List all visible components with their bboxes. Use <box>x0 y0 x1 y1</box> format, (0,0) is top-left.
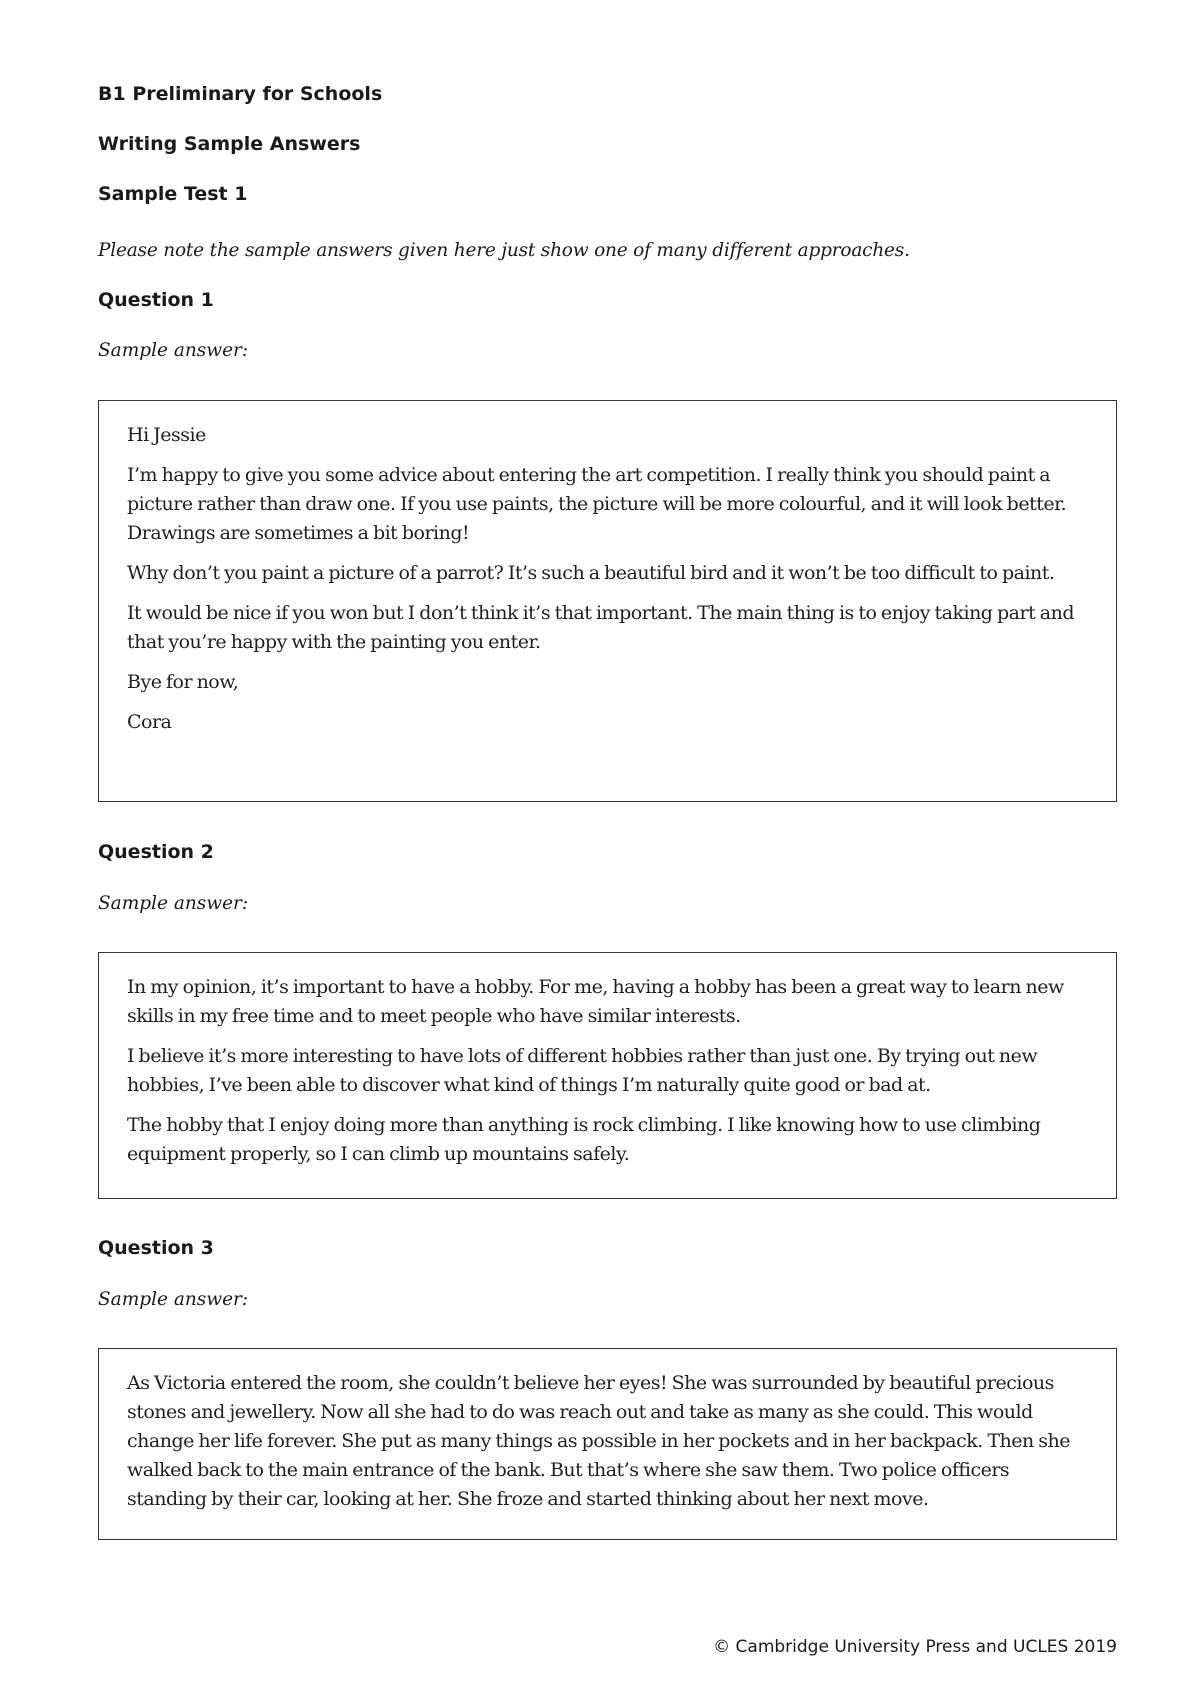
question-3-sample-label: Sample answer: <box>98 1289 249 1310</box>
document-title: B1 Preliminary for Schools <box>98 83 383 105</box>
question-1-heading: Question 1 <box>98 289 214 311</box>
answer-paragraph: Cora <box>127 711 172 733</box>
approach-note: Please note the sample answers given here just show one of many different approaches. <box>98 240 910 261</box>
question-3-heading: Question 3 <box>98 1237 214 1259</box>
question-1-answer-box <box>98 400 1117 802</box>
question-2-sample-label: Sample answer: <box>98 893 249 914</box>
answer-paragraph: I believe it’s more interesting to have lots of different hobbies rather than just one. By trying out new hobbies, I’ve been able to discover what kind of things I’m naturally quite good or bad at. <box>127 1045 1038 1096</box>
document-subtitle: Writing Sample Answers <box>98 133 361 155</box>
answer-paragraph: The hobby that I enjoy doing more than anything is rock climbing. I like knowing how to use climbing equipment properly, so I can climb up mountains safely. <box>127 1114 1041 1165</box>
question-2-heading: Question 2 <box>98 841 214 863</box>
answer-paragraph: I’m happy to give you some advice about entering the art competition. I really think you should paint a picture rather than draw one. If you use paints, the picture will be more colourful, and it will look better. Drawings are sometimes a bit boring! <box>127 464 1067 544</box>
answer-paragraph: As Victoria entered the room, she couldn’t believe her eyes! She was surrounded by beautiful precious stones and jewellery. Now all she had to do was reach out and take as many as she could. This would change her life forever. She put as many things as possible in her pockets and in her backpack. Then she walked back to the main entrance of the bank. But that’s where she saw them. Two police officers standing by their car, looking at her. She froze and started thinking about her next move. <box>127 1372 1070 1510</box>
answer-paragraph: It would be nice if you won but I don’t think it’s that important. The main thing is to enjoy taking part and that you’re happy with the painting you enter. <box>127 602 1074 653</box>
answer-paragraph: Hi Jessie <box>127 424 206 446</box>
answer-paragraph: Bye for now, <box>127 671 239 693</box>
question-3-answer-box <box>98 1348 1117 1540</box>
answer-paragraph: In my opinion, it’s important to have a hobby. For me, having a hobby has been a great way to learn new skills in my free time and to meet people who have similar interests. <box>127 976 1064 1027</box>
question-2-answer-box <box>98 952 1117 1199</box>
test-label: Sample Test 1 <box>98 183 248 205</box>
copyright-footer: © Cambridge University Press and UCLES 2019 <box>713 1637 1117 1657</box>
answer-paragraph: Why don’t you paint a picture of a parrot? It’s such a beautiful bird and it won’t be too difficult to paint. <box>127 562 1055 584</box>
question-1-sample-label: Sample answer: <box>98 340 249 361</box>
